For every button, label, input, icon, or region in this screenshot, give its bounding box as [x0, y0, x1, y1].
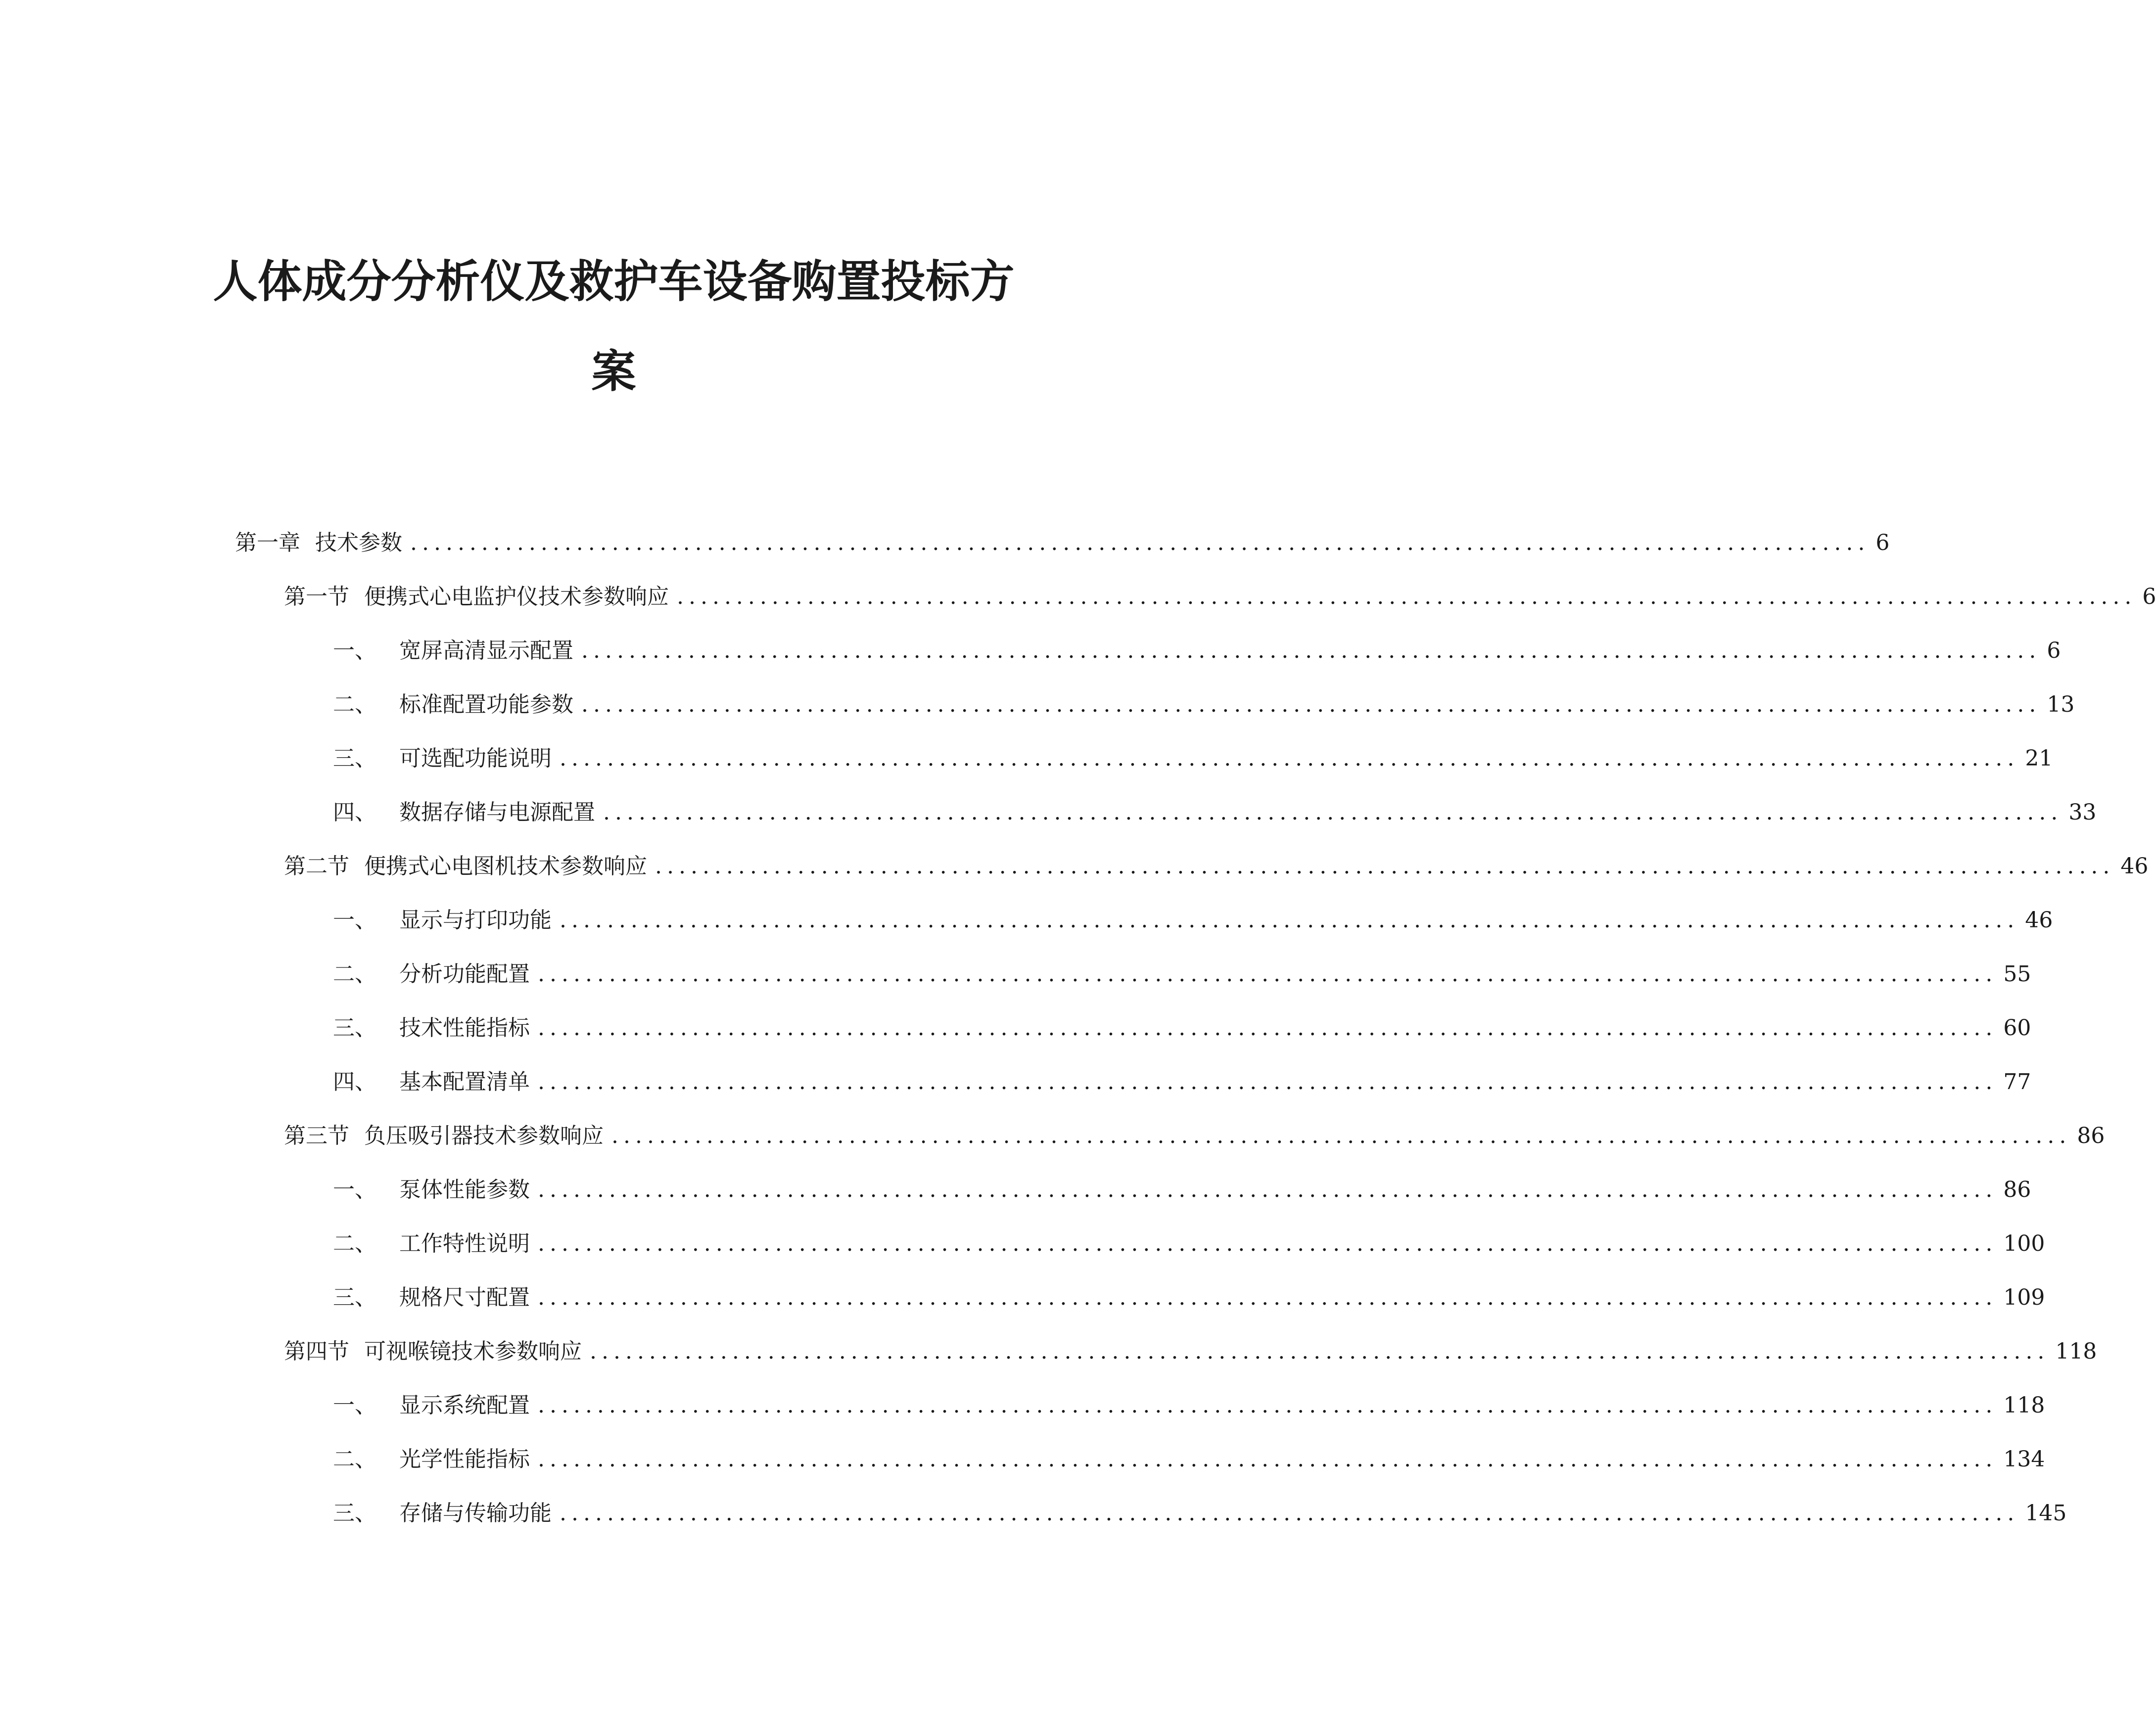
- toc-entry-page: 145: [2025, 1501, 2067, 1526]
- toc-entry-page: 46: [2025, 908, 2053, 933]
- toc-dot-leader: ...........................................................................................................................: [538, 1069, 1998, 1095]
- toc-entry-subsection[interactable]: [333, 959, 2031, 989]
- toc-dot-leader: ...........................................................................................................................: [560, 908, 2019, 933]
- toc-dot-leader: ...........................................................................................................................: [560, 1501, 2019, 1526]
- toc-dot-leader: ...........................................................................................................................: [560, 746, 2019, 771]
- toc-entry-number: 三、: [333, 1501, 376, 1526]
- toc-entry-number: 一、: [333, 1177, 376, 1202]
- toc-entry-label: 分析功能配置: [399, 961, 530, 987]
- toc-entry-label: 光学性能指标: [399, 1447, 530, 1472]
- toc-entry-page: 6: [2047, 638, 2061, 663]
- toc-dot-leader: ...........................................................................................................................: [538, 1447, 1998, 1472]
- toc-entry-subsection[interactable]: [333, 1067, 2031, 1097]
- toc-entry-number: 三、: [333, 746, 376, 771]
- toc-entry-number: 二、: [333, 692, 376, 717]
- toc-entry-subsection[interactable]: [333, 744, 2053, 774]
- toc-entry-page: 60: [2003, 1015, 2031, 1041]
- toc-entry-label: 基本配置清单: [399, 1069, 530, 1095]
- toc-entry-chapter-1[interactable]: [235, 528, 1890, 558]
- toc-entry-subsection[interactable]: [333, 1445, 2045, 1474]
- toc-entry-subsection[interactable]: [333, 1283, 2045, 1313]
- toc-dot-leader: ...........................................................................................................................: [603, 800, 2063, 825]
- toc-entry-number: 一、: [333, 638, 376, 663]
- toc-entry-number: 二、: [333, 1447, 376, 1472]
- toc-entry-page: 77: [2003, 1069, 2031, 1095]
- toc-entry-number: 四、: [333, 800, 376, 825]
- toc-entry-section-4[interactable]: [284, 1337, 2097, 1367]
- toc-entry-number: 第四节: [284, 1339, 349, 1364]
- toc-entry-number: 二、: [333, 961, 376, 987]
- toc-entry-page: 118: [2055, 1339, 2097, 1364]
- toc-entry-subsection[interactable]: [333, 1499, 2067, 1528]
- toc-entry-page: 86: [2077, 1123, 2105, 1148]
- toc-dot-leader: ...........................................................................................................................: [611, 1123, 2071, 1148]
- toc-entry-label: 标准配置功能参数: [399, 692, 573, 717]
- toc-entry-label: 泵体性能参数: [399, 1177, 530, 1202]
- toc-entry-number: 第一章: [235, 530, 300, 555]
- toc-dot-leader: ...........................................................................................................................: [538, 1393, 1998, 1418]
- toc-entry-page: 100: [2003, 1231, 2045, 1256]
- toc-entry-label: 便携式心电图机技术参数响应: [364, 854, 647, 879]
- toc-dot-leader: ...........................................................................................................................: [538, 1285, 1998, 1310]
- toc-entry-number: 一、: [333, 908, 376, 933]
- toc-entry-number: 三、: [333, 1285, 376, 1310]
- toc-entry-subsection[interactable]: [333, 1229, 2045, 1259]
- toc-dot-leader: ...........................................................................................................................: [581, 638, 2041, 663]
- toc-entry-section-2[interactable]: [284, 852, 2149, 881]
- toc-entry-number: 第三节: [284, 1123, 349, 1148]
- toc-entry-label: 负压吸引器技术参数响应: [364, 1123, 604, 1148]
- toc-entry-page: 55: [2003, 961, 2031, 987]
- toc-entry-page: 109: [2003, 1285, 2045, 1310]
- toc-entry-subsection[interactable]: [333, 690, 2075, 720]
- toc-entry-number: 第二节: [284, 854, 349, 879]
- toc-entry-label: 宽屏高清显示配置: [399, 638, 573, 663]
- toc-entry-page: 134: [2003, 1447, 2045, 1472]
- toc-entry-page: 46: [2120, 854, 2149, 879]
- toc-entry-page: 118: [2003, 1393, 2045, 1418]
- toc-entry-label: 存储与传输功能: [399, 1501, 552, 1526]
- toc-entry-page: 33: [2068, 800, 2097, 825]
- toc-entry-subsection[interactable]: [333, 1175, 2031, 1205]
- document-title-continued: 案: [591, 346, 636, 398]
- toc-entry-label: 规格尺寸配置: [399, 1285, 530, 1310]
- toc-entry-label: 技术参数: [315, 530, 402, 555]
- toc-entry-page: 86: [2003, 1177, 2031, 1202]
- toc-entry-label: 可视喉镜技术参数响应: [364, 1339, 582, 1364]
- toc-entry-subsection[interactable]: [333, 1391, 2045, 1420]
- toc-dot-leader: ...........................................................................................................................: [538, 1231, 1998, 1256]
- toc-entry-page: 13: [2047, 692, 2075, 717]
- toc-dot-leader: ...........................................................................................................................: [410, 530, 1870, 555]
- toc-entry-label: 显示与打印功能: [399, 908, 552, 933]
- toc-entry-label: 技术性能指标: [399, 1015, 530, 1041]
- toc-dot-leader: ...........................................................................................................................: [655, 854, 2115, 879]
- toc-entry-number: 第一节: [284, 584, 349, 609]
- toc-entry-subsection[interactable]: [333, 636, 2061, 666]
- toc-entry-section-3[interactable]: [284, 1121, 2105, 1151]
- toc-dot-leader: ...........................................................................................................................: [538, 1015, 1998, 1041]
- toc-entry-page: 21: [2025, 746, 2053, 771]
- toc-entry-subsection[interactable]: [333, 798, 2097, 827]
- toc-entry-page: 6: [2142, 584, 2156, 609]
- toc-entry-page: 6: [1875, 530, 1890, 555]
- toc-entry-number: 二、: [333, 1231, 376, 1256]
- toc-entry-number: 一、: [333, 1393, 376, 1418]
- toc-dot-leader: ...........................................................................................................................: [581, 692, 2041, 717]
- toc-entry-subsection[interactable]: [333, 1013, 2031, 1043]
- toc-entry-section-1[interactable]: [284, 582, 2156, 612]
- toc-entry-label: 显示系统配置: [399, 1393, 530, 1418]
- toc-dot-leader: ...........................................................................................................................: [538, 961, 1998, 987]
- toc-entry-subsection[interactable]: [333, 906, 2053, 935]
- toc-entry-label: 便携式心电监护仪技术参数响应: [364, 584, 669, 609]
- toc-dot-leader: ...........................................................................................................................: [590, 1339, 2050, 1364]
- toc-entry-label: 数据存储与电源配置: [399, 800, 595, 825]
- toc-entry-label: 可选配功能说明: [399, 746, 552, 771]
- toc-dot-leader: ...........................................................................................................................: [677, 584, 2137, 609]
- toc-entry-number: 三、: [333, 1015, 376, 1041]
- toc-entry-label: 工作特性说明: [399, 1231, 530, 1256]
- document-title: 人体成分分析仪及救护车设备购置投标方: [213, 256, 1015, 308]
- toc-dot-leader: ...........................................................................................................................: [538, 1177, 1998, 1202]
- toc-entry-number: 四、: [333, 1069, 376, 1095]
